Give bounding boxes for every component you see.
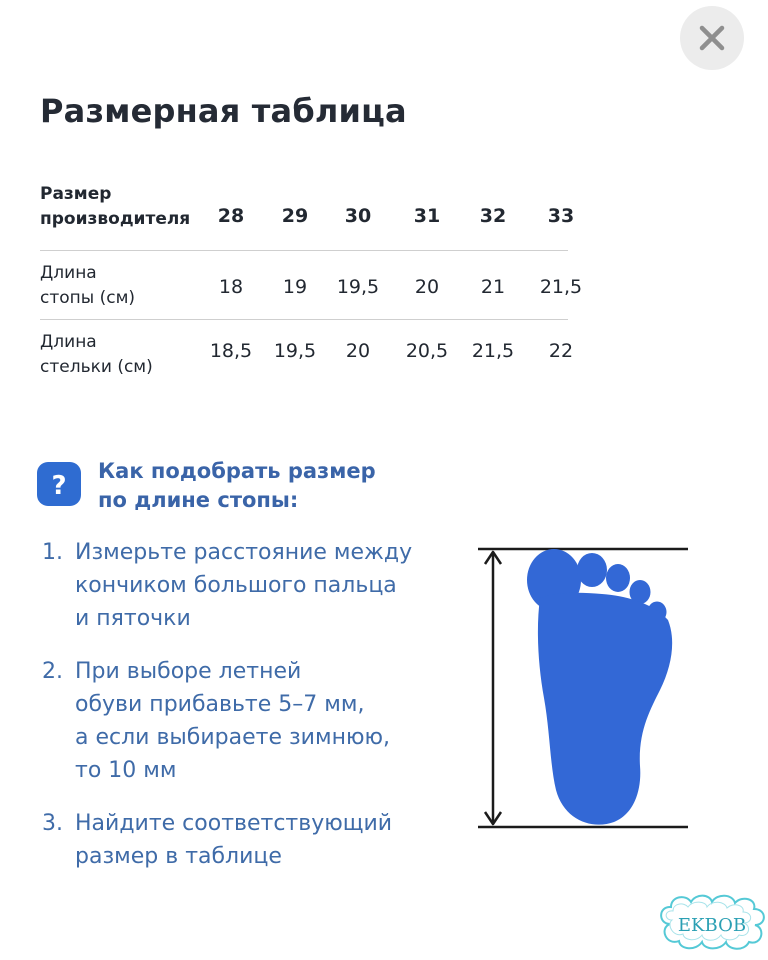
table-cell: 21 <box>480 276 506 298</box>
table-cell: 20 <box>414 276 440 298</box>
size-cell: 28 <box>217 205 245 227</box>
question-icon <box>37 462 81 506</box>
brand-logo <box>656 890 768 954</box>
table-cell: 18,5 <box>209 340 253 362</box>
table-cell: 19,5 <box>273 340 317 362</box>
brand-logo-text: EKBOB <box>677 915 747 936</box>
close-icon <box>699 25 725 51</box>
question-glyph: ? <box>51 471 67 501</box>
size-cell: 29 <box>281 205 309 227</box>
size-cell: 32 <box>479 205 507 227</box>
step-number: 3. <box>42 811 63 836</box>
table-cell: 21,5 <box>539 276 583 298</box>
header-label: Размер производителя <box>40 184 191 229</box>
size-cell: 30 <box>344 205 372 227</box>
table-header-row <box>40 172 575 251</box>
table-cell: 22 <box>548 340 574 362</box>
table-row-insole-length <box>40 320 574 388</box>
size-cell: 33 <box>547 205 575 227</box>
close-button[interactable] <box>680 6 744 70</box>
table-cell: 20 <box>345 340 371 362</box>
step-number: 1. <box>42 540 63 565</box>
table-row-foot-length <box>40 251 583 320</box>
page-title: Размерная таблица <box>40 92 407 130</box>
foot-measurement-illustration <box>478 540 690 834</box>
table-cell: 20,5 <box>405 340 449 362</box>
table-cell: 19 <box>282 276 308 298</box>
row-label: Длина стопы (см) <box>40 263 136 308</box>
table-cell: 19,5 <box>336 276 380 298</box>
step-number: 2. <box>42 659 63 684</box>
help-title: Как подобрать размер по длине стопы: <box>98 459 376 512</box>
row-label: Длина стельки (см) <box>40 332 153 377</box>
step-text: Найдите соответствующий размер в таблице <box>75 811 393 869</box>
table-cell: 18 <box>218 276 244 298</box>
step-text: При выборе летней обуви прибавьте 5–7 мм, а если выбираете зимнюю, то 10 мм <box>75 659 390 783</box>
step-text: Измерьте расстояние между кончиком большого пальца и пяточки <box>75 540 413 631</box>
foot-icon <box>527 549 672 825</box>
size-cell: 31 <box>413 205 441 227</box>
size-table <box>40 172 583 388</box>
table-cell: 21,5 <box>471 340 515 362</box>
